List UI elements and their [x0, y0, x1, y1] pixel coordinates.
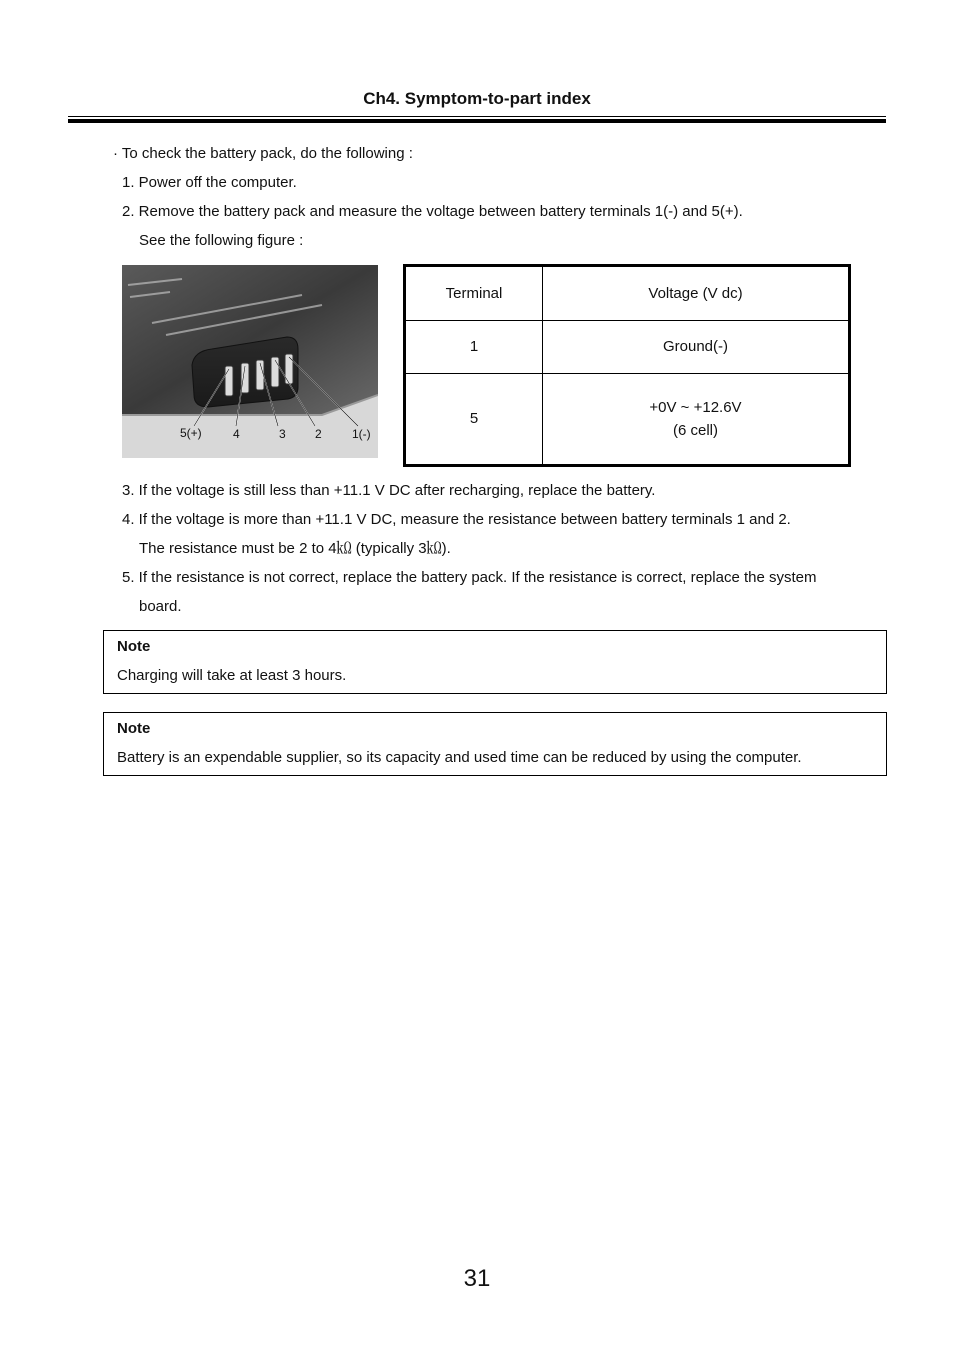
note-box: [103, 630, 887, 694]
step-4-continuation: The resistance must be 2 to 4㏀ (typically 3㏀).: [139, 540, 451, 557]
note-body: Battery is an expendable supplier, so its capacity and used time can be reduced by using the computer.: [117, 749, 802, 766]
terminal-label-3: 3: [279, 427, 286, 441]
terminal-label-1: 1(-): [352, 427, 371, 441]
terminal-label-4: 4: [233, 427, 240, 441]
step-2: 2. Remove the battery pack and measure the voltage between battery terminals 1(-) and 5(+).: [122, 203, 743, 220]
note-box: [103, 712, 887, 776]
note-title: Note: [117, 638, 151, 655]
header-rule-thin: [68, 116, 886, 117]
cell-terminal: 1: [406, 320, 543, 373]
terminal-label-5: 5(+): [180, 426, 202, 440]
table-row: [406, 373, 848, 464]
step-3: 3. If the voltage is still less than +11.1 V DC after recharging, replace the battery.: [122, 482, 656, 499]
terminal-label-2: 2: [315, 427, 322, 441]
cell-voltage-line2: (6 cell): [672, 421, 718, 439]
step-5-continuation: board.: [139, 598, 182, 615]
cell-voltage-line1: +0V ~ +12.6V: [649, 398, 742, 416]
note-title: Note: [117, 720, 151, 737]
chapter-title: Ch4. Symptom-to-part index: [363, 89, 591, 108]
step-5: 5. If the resistance is not correct, replace the battery pack. If the resistance is correct, replace the system: [122, 569, 817, 586]
page-number: 31: [463, 1265, 491, 1292]
step-4: 4. If the voltage is more than +11.1 V DC, measure the resistance between battery terminals 1 and 2.: [122, 511, 791, 528]
table-row: [406, 320, 848, 373]
cell-voltage: [543, 373, 849, 464]
cell-voltage: Ground(-): [543, 320, 849, 373]
note-body: Charging will take at least 3 hours.: [117, 667, 347, 684]
battery-terminal-photo: [122, 265, 378, 458]
header-rule-thick: [68, 119, 886, 123]
step-1: 1. Power off the computer.: [122, 174, 297, 191]
step-2-continuation: See the following figure :: [139, 232, 304, 249]
terminal-voltage-table: [403, 264, 851, 467]
header-terminal: Terminal: [406, 267, 543, 320]
intro-text: · To check the battery pack, do the following :: [113, 145, 413, 162]
header-voltage: Voltage (V dc): [543, 267, 849, 320]
cell-terminal: 5: [406, 373, 543, 464]
table-header-row: [406, 267, 848, 320]
